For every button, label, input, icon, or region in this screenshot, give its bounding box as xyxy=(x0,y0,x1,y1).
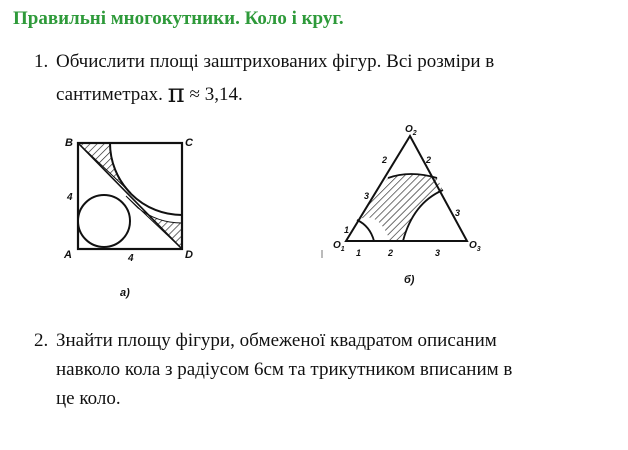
label-left-mid-3: 3 xyxy=(364,191,370,201)
label-right-mid-3: 3 xyxy=(455,208,461,218)
label-o3: $O_3$ xyxy=(469,240,481,253)
label-bottom-right-3: 3 xyxy=(435,248,441,258)
figure-b-arc-left xyxy=(357,220,374,241)
figure-a-circle xyxy=(78,195,130,247)
label-bottom-4: 4 xyxy=(128,253,134,264)
problem-2-line-3: це коло. xyxy=(56,388,121,409)
label-o1: $O_1$ xyxy=(333,240,345,253)
page-title: Правильні многокутники. Коло і круг. xyxy=(13,8,344,29)
pi-symbol: π xyxy=(167,79,185,109)
figure-b xyxy=(322,124,481,286)
problem-1-text-1: Обчислити площі заштрихованих фігур. Всі розміри в xyxy=(56,51,495,72)
figure-a xyxy=(63,137,194,299)
problem-2-text-1: Знайти площу фігури, обмеженої квадратом описаним xyxy=(56,330,497,351)
label-o2: $O_2$ xyxy=(405,124,417,137)
label-c: C xyxy=(185,137,193,149)
figure-a-caption: а) xyxy=(120,287,130,299)
figure-b-caption: б) xyxy=(404,274,415,286)
label-b: B xyxy=(65,137,73,149)
problem-2-number: 2. xyxy=(34,330,49,351)
label-side-4: 4 xyxy=(67,192,73,203)
label-left-low-1: 1 xyxy=(344,225,350,235)
label-a: A xyxy=(64,249,72,261)
problem-2 xyxy=(34,326,512,413)
problem-2-line-2: навколо кола з радіусом 6см та трикутником вписаним в xyxy=(56,359,513,380)
label-right-top-2: 2 xyxy=(426,155,432,165)
label-bottom-mid-2: 2 xyxy=(388,248,394,258)
label-left-top-2: 2 xyxy=(382,155,388,165)
problem-1-pi-value: ≈ 3,14. xyxy=(184,84,243,105)
problem-1-number: 1. xyxy=(34,51,49,72)
problem-1-text-2: сантиметрах. xyxy=(56,84,168,105)
label-bottom-left-1: 1 xyxy=(356,248,362,258)
problem-2-line-1 xyxy=(34,326,512,355)
label-d: D xyxy=(185,249,193,261)
